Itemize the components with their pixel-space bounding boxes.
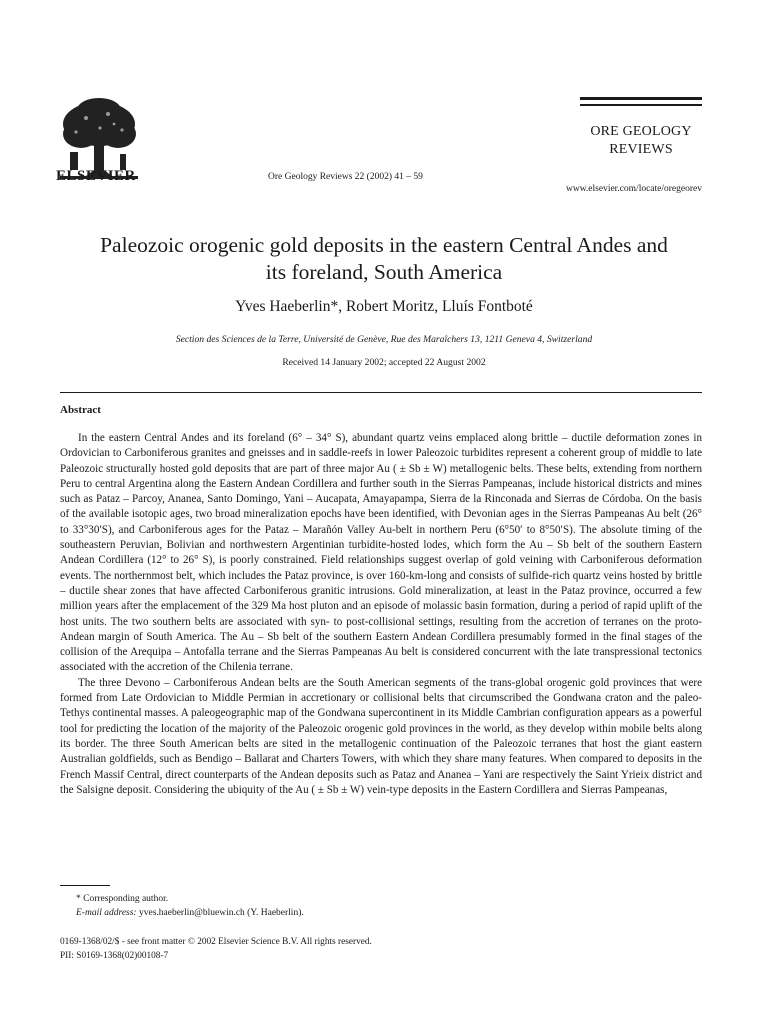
footnote xyxy=(60,892,304,920)
journal-citation: Ore Geology Reviews 22 (2002) 41 – 59 xyxy=(268,172,423,182)
journal-rule-top xyxy=(580,97,702,100)
journal-title-line1: ORE GEOLOGY xyxy=(590,124,692,139)
authors: Yves Haeberlin*, Robert Moritz, Lluís Fontboté xyxy=(235,298,533,315)
abstract-top-rule xyxy=(60,392,702,393)
corresponding-author-note: * Corresponding author. xyxy=(76,894,169,904)
footnote-rule xyxy=(60,885,110,886)
journal-title xyxy=(580,123,702,159)
abstract-paragraph-2: The three Devono – Carboniferous Andean belts are the South American segments of the trans-global orogenic gold provinces that were formed from Late Ordovician to Middle Permian in accretionary or collisional belts that circumscribed the Gondwana craton and the paleo-Tethys continental masses. A paleogeographic map of the Gondwana supercontinent in its Middle Cambrian configuration appears as a powerful tool for predicting the location of the majority of the Paleozoic orogenic gold provinces in the world, as they develop within mobile belts along its border. The three South American belts are sited in the metallogenic continuation of the Paleozoic terranes that host the giant eastern Australian goldfields, such as Bendigo – Ballarat and Charters Towers, with which they share many features. When compared to deposits in the French Massif Central, direct counterparts of the Andean deposits such as Pataz and Ananea – Yani are respectively the Saint Yrieix district and the Salsigne deposit. Considering the ubiquity of the Au ( ± Sb ± W) vein-type deposits in the Eastern Cordillera and Sierras Pampeanas, xyxy=(60,676,702,796)
publisher-name: ELSEVIER xyxy=(56,168,136,184)
copyright-line: 0169-1368/02/$ - see front matter © 2002 Elsevier Science B.V. All rights reserved. xyxy=(60,937,372,947)
article-title-line2: its foreland, South America xyxy=(265,260,503,284)
received-dates: Received 14 January 2002; accepted 22 August 2002 xyxy=(282,357,486,368)
article-title-line1: Paleozoic orogenic gold deposits in the eastern Central Andes and xyxy=(100,233,668,257)
affiliation: Section des Sciences de la Terre, Université de Genève, Rue des Maraîchers 13, 1211 Geneva 4, Switzerland xyxy=(175,334,593,345)
article-title xyxy=(60,232,708,286)
abstract-heading: Abstract xyxy=(60,404,101,416)
copyright-block xyxy=(60,935,372,963)
pii-line: PII: S0169-1368(02)00108-7 xyxy=(60,951,169,961)
email-value[interactable]: yves.haeberlin@bluewin.ch (Y. Haeberlin). xyxy=(138,908,304,918)
email-label: E-mail address: xyxy=(76,908,137,918)
journal-rule-mid xyxy=(580,104,702,106)
abstract-body xyxy=(60,431,702,798)
abstract-paragraph-1: In the eastern Central Andes and its foreland (6° – 34° S), abundant quartz veins emplaced along brittle – ductile deformation zones in Ordovician to Carboniferous granites and gneisses and in saddle-reefs in lower Paleozoic turbidites represent a coherent group of middle to late Paleozoic structurally hosted gold deposits that are part of three major Au ( ± Sb ± W) metallogenic belts. These belts, extending from northern Peru to central Argentina along the Eastern Andean Cordillera and further south in the Sierras Pampeanas, include historical districts and mines such as Pataz – Parcoy, Ananea, Santo Domingo, Yani – Aucapata, Amayapampa, Sierra de la Rinconada and Sierras de Córdoba. On the basis of the available isotopic ages, two broad mineralization epochs have been identified, with Devonian ages in the Sierras Pampeanas Au belt (26° to 33°30′S), and Carboniferous ages for the Pataz – Marañón Valley Au-belt in northern Peru (6°50′ to 8°50′S). The absolute timing of the southeastern Peruvian, Bolivian and northwestern Argentinian turbidite-hosted lodes, which form the Au – Sb belt of the southern Eastern Andean Cordillera (12° to 26° S), is poorly constrained. Field relationships suggest overlap of gold veining with Carboniferous deformation events. The northernmost belt, which includes the Pataz province, is over 160-km-long and consists of sulfide-rich quartz veins hosted by brittle – ductile shear zones that have affected Carboniferous granitic intrusions. Gold mineralization, at least in the Pataz province, occurred a few million years after the emplacement of the 329 Ma host pluton and an episode of molassic basin formation, during a period of rapid uplift of the host units. The two southern belts are associated with syn- to post-collisional settings, resulting from the accretion of terranes on the proto-Andean margin of South America. The Au – Sb belt of the southern Eastern Andean Cordillera presumably formed in the final stages of the collision of the Arequipa – Antofalla terrane and the Sierras Pampeanas Au belt is considered concurrent with the late transpressional tectonics associated with the accretion of the Chilenia terrane. xyxy=(60,432,702,674)
journal-url[interactable]: www.elsevier.com/locate/oregeorev xyxy=(565,184,702,194)
journal-title-line2: REVIEWS xyxy=(609,142,673,157)
email-line xyxy=(60,906,304,920)
